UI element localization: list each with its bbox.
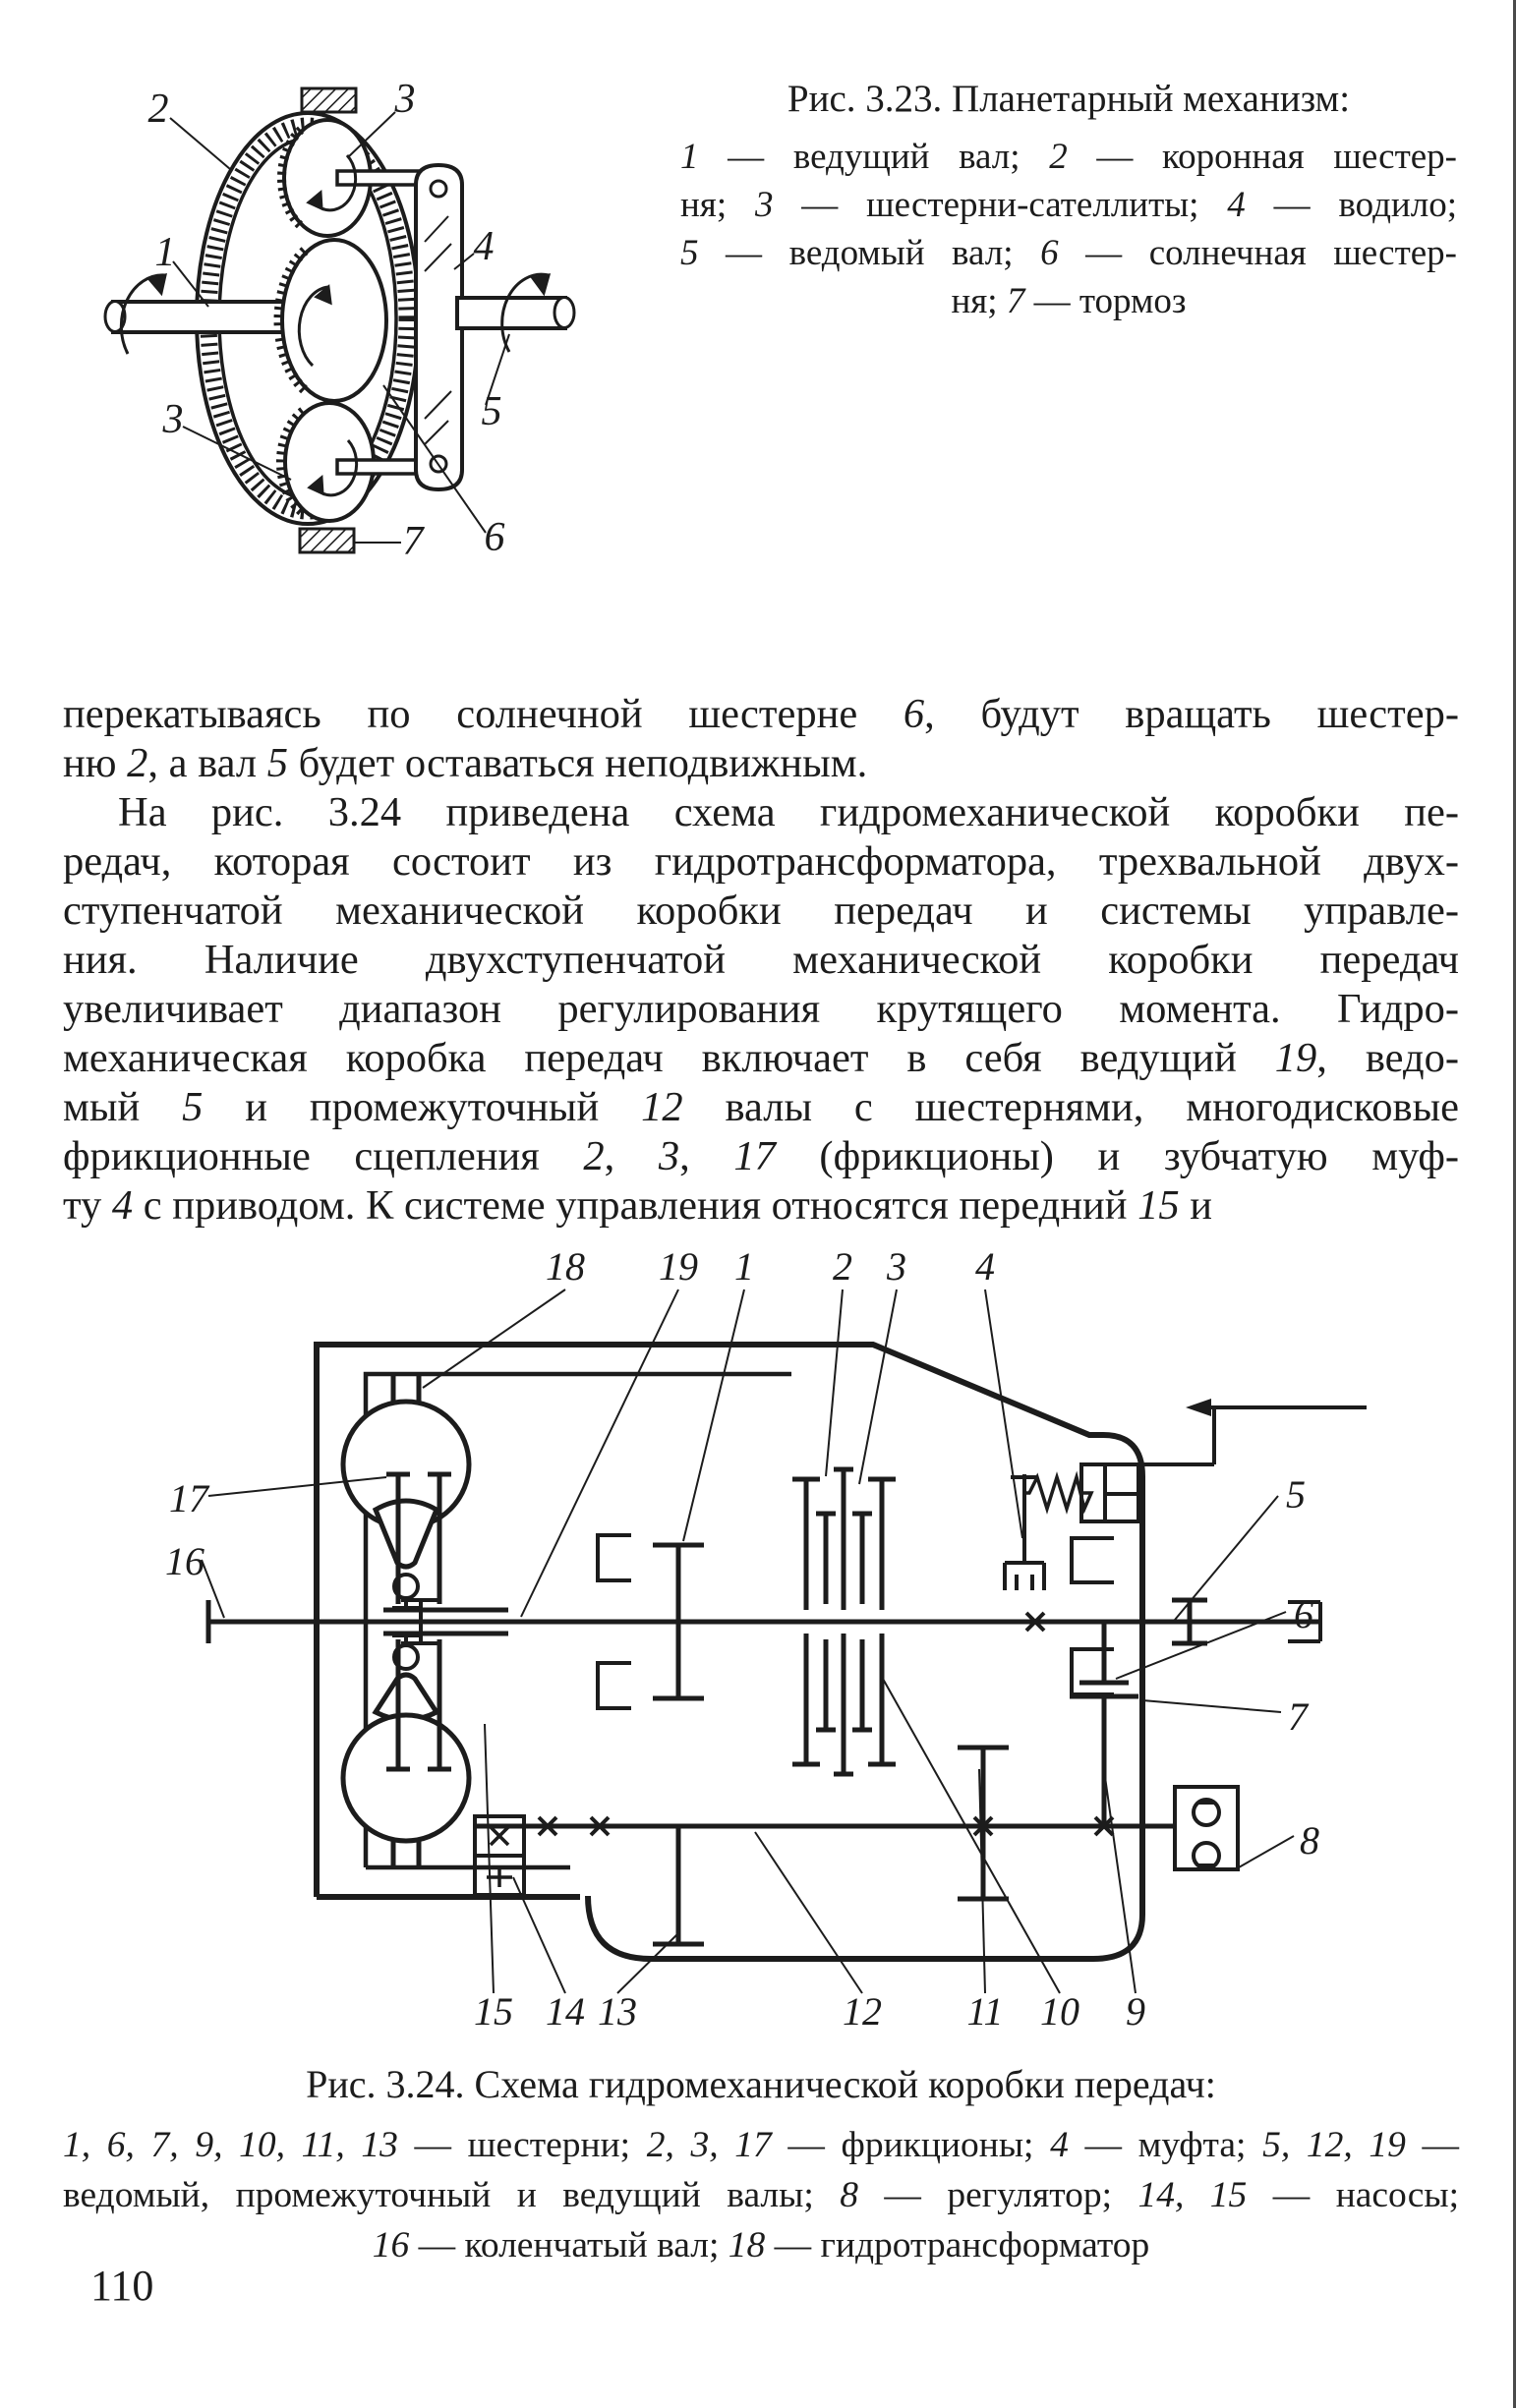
- text-line: ния. Наличие двухступенчатой механической коробки передач: [63, 937, 1459, 983]
- fig-3-24-caption-title: Рис. 3.24. Схема гидромеханической коробки передач:: [306, 2062, 1216, 2106]
- part-number: 7: [402, 519, 424, 564]
- text-line: фрикционные сцепления 2, 3, 17 (фрикционы) и зубчатую муф-: [63, 1133, 1460, 1179]
- part-number: 16: [165, 1539, 204, 1583]
- part-number: 18: [546, 1244, 585, 1289]
- text-line: 16 — коленчатый вал; 18 — гидротрансформатор: [372, 2225, 1150, 2265]
- part-number: 5: [481, 389, 502, 434]
- body-paragraphs: [63, 690, 1459, 1231]
- output-shaft: [457, 298, 574, 329]
- oil-supply-arrowhead: [1186, 1399, 1211, 1416]
- part-number: 12: [843, 1989, 882, 2034]
- text-line: ведомый, промежуточный и ведущий валы; 8 — регулятор; 14, 15 — насосы;: [63, 2175, 1459, 2215]
- part-number: 3: [162, 397, 184, 442]
- text-line: 1, 6, 7, 9, 10, 11, 13 — шестерни; 2, 3, 17 — фрикционы; 4 — муфта; 5, 12, 19 —: [63, 2125, 1460, 2165]
- part-number: 2: [833, 1244, 852, 1289]
- fig-3-24-gearbox-schematic: [147, 1238, 1386, 2035]
- text-line: 5 — ведомый вал; 6 — солнечная шестер-: [680, 233, 1457, 273]
- part-number: 6: [484, 515, 505, 560]
- part-number: 17: [169, 1476, 208, 1520]
- part-number: 9: [1126, 1989, 1145, 2034]
- text-line: ступенчатой механической коробки передач и системы управле-: [63, 888, 1459, 934]
- text-line: На рис. 3.24 приведена схема гидромеханической коробки пе-: [118, 789, 1459, 835]
- fig-3-23-legend: [680, 133, 1457, 325]
- fig-3-23-caption: [680, 75, 1457, 325]
- part-number: 3: [394, 77, 416, 122]
- part-number: 2: [147, 86, 169, 132]
- part-number: 4: [473, 224, 495, 269]
- part-number: 7: [1288, 1694, 1308, 1739]
- fig-3-23-caption-title: Рис. 3.23. Планетарный механизм:: [787, 78, 1351, 120]
- regulator-8: [1175, 1787, 1238, 1869]
- part-number: 19: [659, 1244, 698, 1289]
- fig-3-23-planetary-mechanism: [59, 39, 708, 614]
- text-line: увеличивает диапазон регулирования крутящего момента. Гидро-: [63, 986, 1459, 1032]
- fig-3-24-caption: [63, 2058, 1459, 2270]
- part-number: 6: [1294, 1592, 1313, 1636]
- main-shaft-axis: [208, 1600, 1320, 1643]
- part-number: 11: [966, 1989, 1004, 2034]
- part-number: 1: [154, 230, 176, 275]
- fig-3-24-legend: [63, 2120, 1459, 2270]
- fig-3-24-part-numbers: [165, 1244, 1319, 2034]
- text-line: ня; 3 — шестерни-сателлиты; 4 — водило;: [680, 185, 1457, 225]
- text-line: 1 — ведущий вал; 2 — коронная шестер-: [680, 137, 1457, 177]
- part-number: 14: [546, 1989, 585, 2034]
- gear-13: [653, 1826, 704, 1944]
- input-shaft: [105, 302, 290, 333]
- part-number: 4: [975, 1244, 995, 1289]
- text-line: перекатываясь по солнечной шестерне 6, будут вращать шестер-: [63, 691, 1459, 737]
- text-line: ня; 7 — тормоз: [951, 281, 1187, 321]
- text-line: мый 5 и промежуточный 12 валы с шестернями, многодисковые: [63, 1084, 1459, 1130]
- part-number: 5: [1286, 1472, 1306, 1517]
- part-number: 15: [474, 1989, 513, 2034]
- part-number: 1: [734, 1244, 754, 1289]
- part-number: 3: [887, 1244, 906, 1289]
- part-number: 13: [598, 1989, 637, 2034]
- text-line: ту 4 с приводом. К системе управления относятся передний 15 и: [63, 1182, 1212, 1229]
- text-line: механическая коробка передач включает в себя ведущий 19, ведо-: [63, 1035, 1460, 1081]
- text-line: ню 2, а вал 5 будет оставаться неподвижным.: [63, 740, 868, 786]
- text-line: редач, которая состоит из гидротрансформатора, трехвальной двух-: [63, 838, 1459, 885]
- part-number: 8: [1300, 1818, 1319, 1863]
- page-number: 110: [90, 2262, 154, 2310]
- part-number: 10: [1040, 1989, 1079, 2034]
